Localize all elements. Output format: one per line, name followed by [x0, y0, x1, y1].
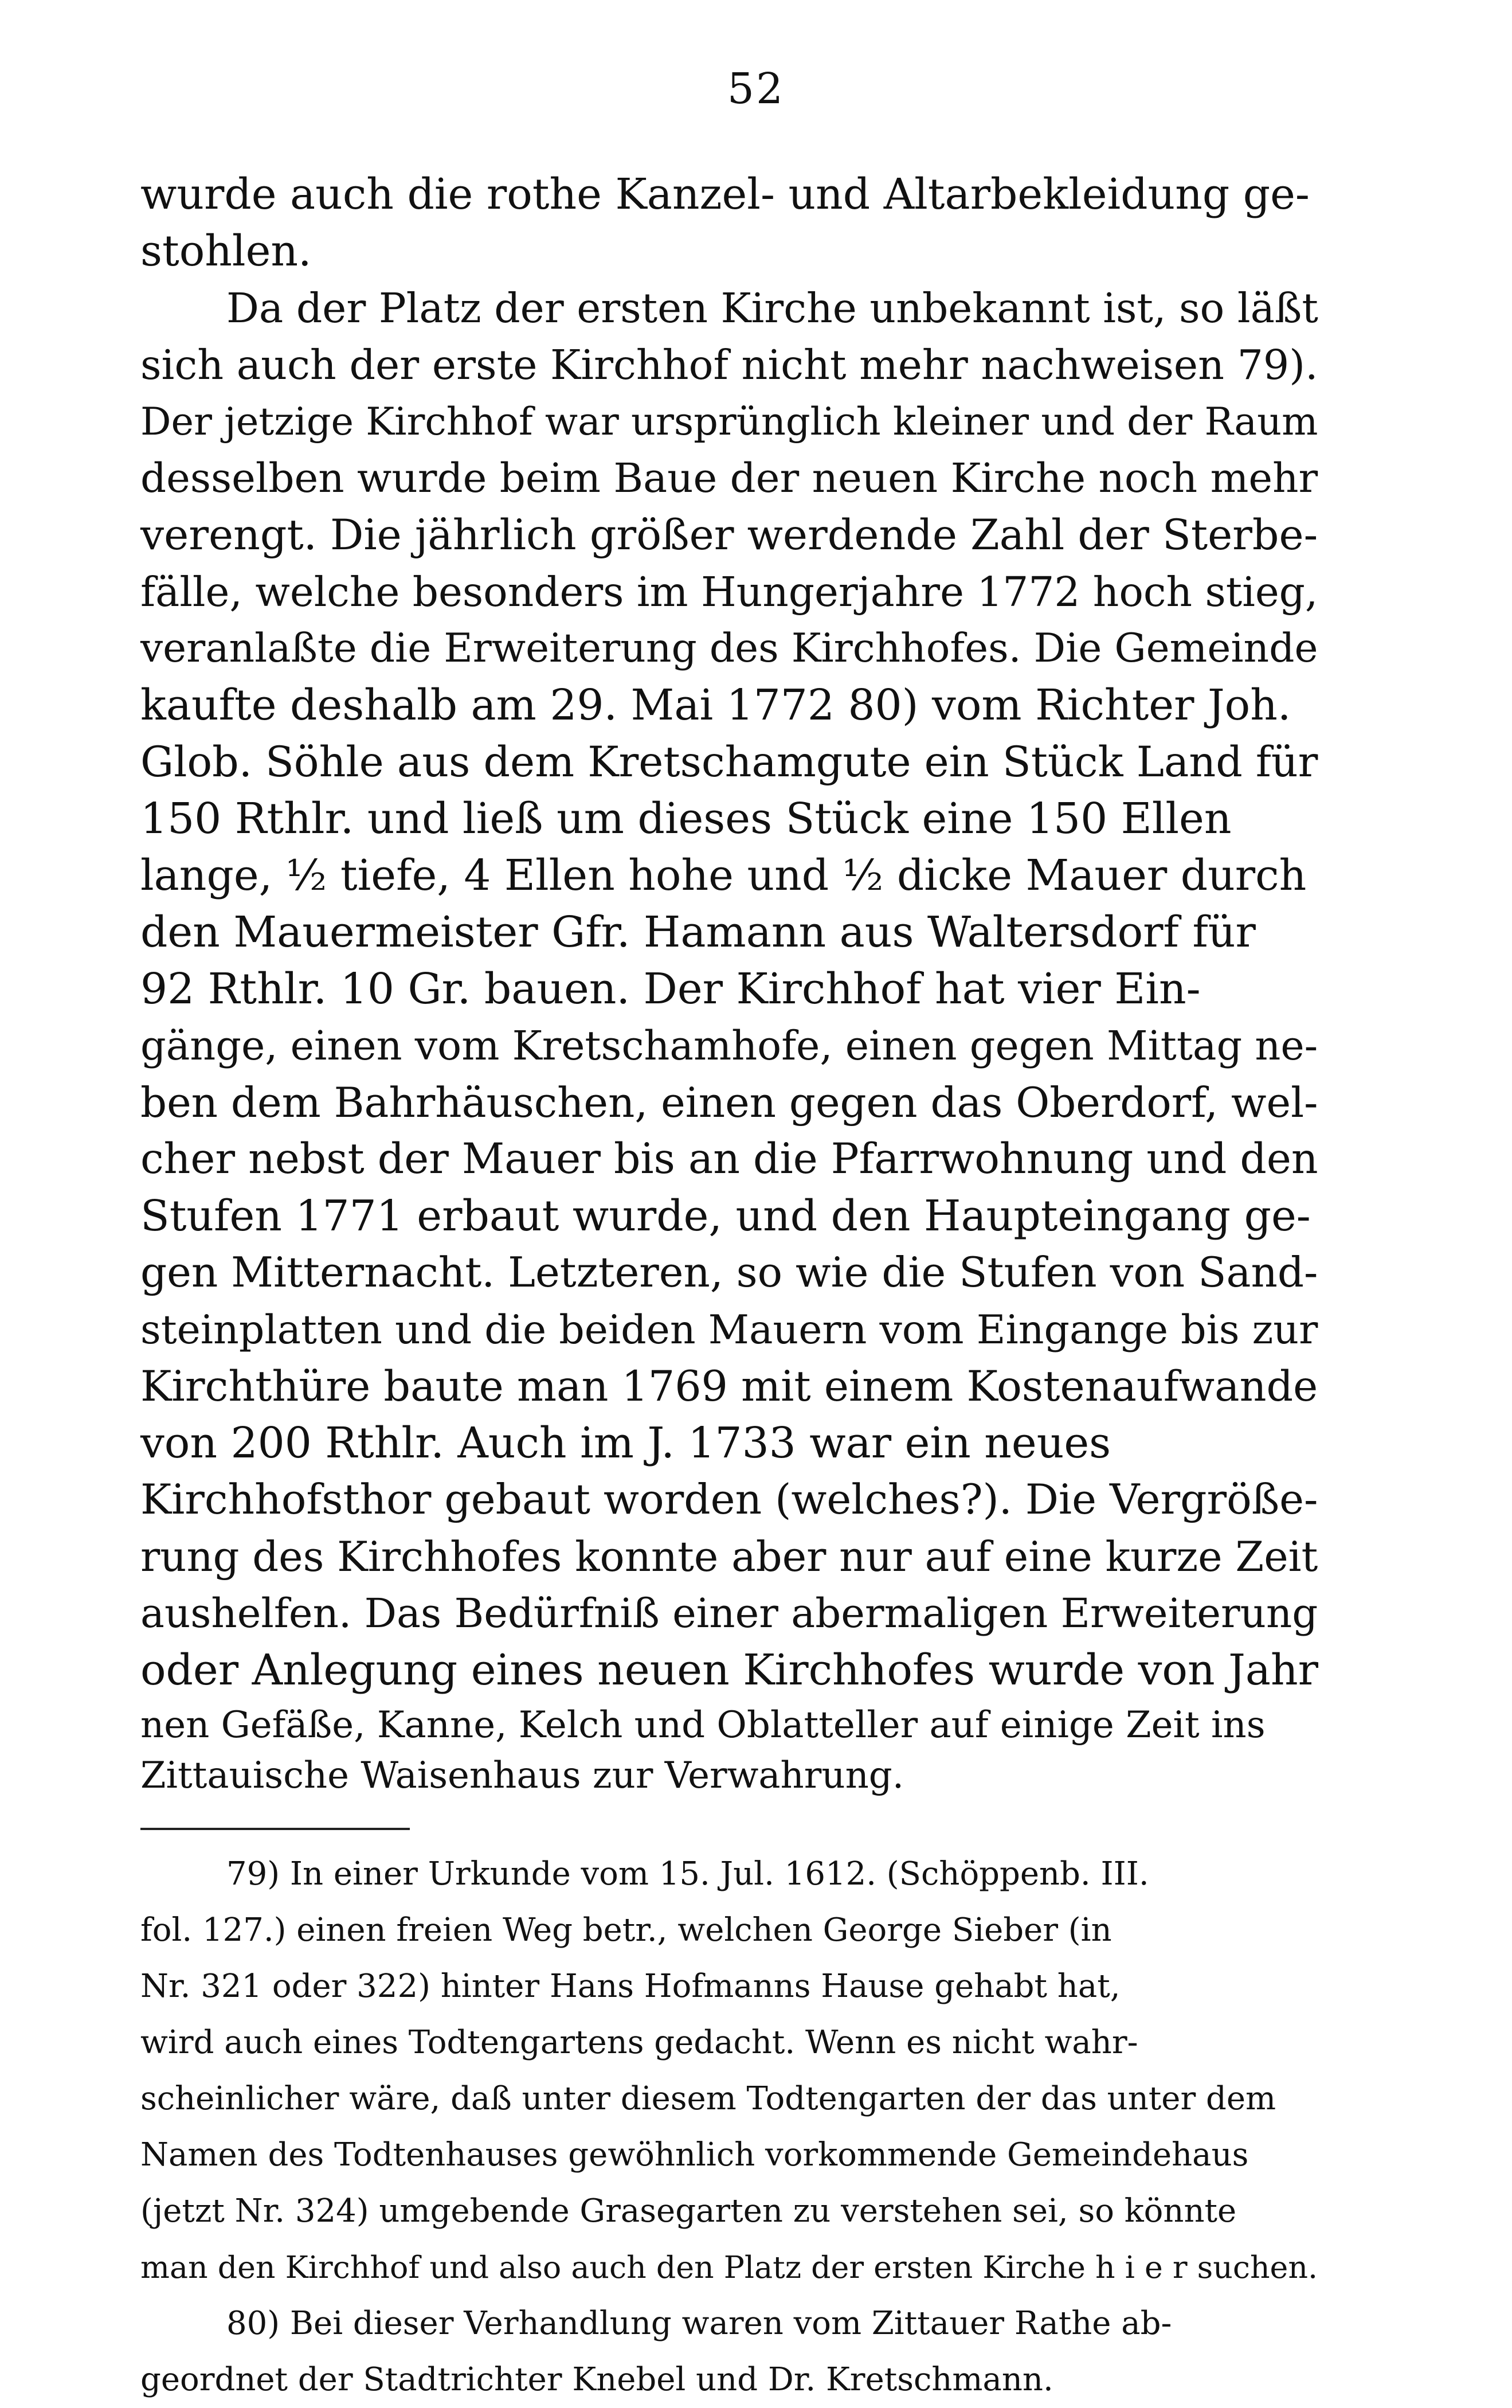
text-line: Glob. Söhle aus dem Kretschamgute ein Stück Land für [140, 738, 1318, 787]
text-line: oder Anlegung eines neuen Kirchhofes wurde von Jahr [140, 1645, 1318, 1695]
footnote-line: wird auch eines Todtengartens gedacht. Wenn es nicht wahr- [140, 2024, 1138, 2061]
footnote-line: nen Gefäße, Kanne, Kelch und Oblatteller auf einige Zeit ins [140, 1704, 1266, 1746]
footnote-line: 79) In einer Urkunde vom 15. Jul. 1612. (Schöppenb. III. [226, 1855, 1149, 1893]
footnote-line: geordnet der Stadtrichter Knebel und Dr. Kretschmann. [140, 2361, 1053, 2398]
footnote-line: Namen des Todtenhauses gewöhnlich vorkommende Gemeindehaus [140, 2136, 1249, 2174]
text-line: steinplatten und die beiden Mauern vom Eingange bis zur [140, 1307, 1318, 1353]
page-number: 52 [727, 64, 785, 114]
text-line: cher nebst der Mauer bis an die Pfarrwohnung und den [140, 1135, 1318, 1183]
text-line: fälle, welche besonders im Hungerjahre 1772 hoch stieg, [140, 568, 1318, 616]
text-line: gen Mitternacht. Letzteren, so wie die Stufen von Sand- [140, 1249, 1318, 1297]
text-line: Der jetzige Kirchhof war ursprünglich kleiner und der Raum [140, 399, 1318, 444]
footnotes [140, 1846, 1324, 2408]
text-line: sich auch der erste Kirchhof nicht mehr nachweisen 79). [140, 341, 1318, 389]
footnote-line: (jetzt Nr. 324) umgebende Grasegarten zu verstehen sei, so könnte [140, 2192, 1237, 2230]
footnote-line: 80) Bei dieser Verhandlung waren vom Zittauer Rathe ab- [226, 2305, 1172, 2342]
text-line: Kirchthüre baute man 1769 mit einem Kostenaufwande [140, 1362, 1318, 1411]
footnote-line: man den Kirchhof und also auch den Platz der ersten Kirche h i e r suchen. [140, 2249, 1318, 2285]
text-line: aushelfen. Das Bedürfniß einer abermaligen Erweiterung [140, 1590, 1318, 1637]
footnote-line: scheinlicher wäre, daß unter diesem Todtengarten der das unter dem [140, 2080, 1276, 2117]
text-line: stohlen. [140, 226, 312, 276]
text-line: Kirchhofsthor gebaut worden (welches?). Die Vergröße- [140, 1476, 1318, 1524]
text-line: wurde auch die rothe Kanzel- und Altarbekleidung ge- [140, 170, 1310, 219]
text-line: Stufen 1771 erbaut wurde, und den Haupteingang ge- [140, 1191, 1311, 1241]
text-line: von 200 Rthlr. Auch im J. 1733 war ein neues [140, 1418, 1111, 1468]
footnote-line: fol. 127.) einen freien Weg betr., welchen George Sieber (in [140, 1911, 1112, 1949]
footnote-continuation [140, 1700, 1324, 1801]
text-line: veranlaßte die Erweiterung des Kirchhofes. Die Gemeinde [140, 626, 1318, 671]
footnote-line: Nr. 321 oder 322) hinter Hans Hofmanns Hause gehabt hat, [140, 1968, 1121, 2005]
text-line: 92 Rthlr. 10 Gr. bauen. Der Kirchhof hat vier Ein- [140, 964, 1201, 1014]
text-line: kaufte deshalb am 29. Mai 1772 80) vom Richter Joh. [140, 681, 1291, 730]
text-line: desselben wurde beim Baue der neuen Kirche noch mehr [140, 455, 1318, 502]
footnote-line: Zittauische Waisenhaus zur Verwahrung. [140, 1754, 904, 1797]
text-line: gänge, einen vom Kretschamhofe, einen gegen Mittag ne- [140, 1023, 1318, 1069]
text-line: verengt. Die jährlich größer werdende Zahl der Sterbe- [140, 511, 1318, 560]
text-line: 150 Rthlr. und ließ um dieses Stück eine 150 Ellen [140, 794, 1232, 843]
text-line: ben dem Bahrhäuschen, einen gegen das Oberdorf, wel- [140, 1078, 1318, 1127]
footnote-divider [140, 1828, 410, 1830]
main-text [140, 166, 1324, 1699]
text-line: Da der Platz der ersten Kirche unbekannt ist, so läßt [226, 284, 1318, 332]
text-line: rung des Kirchhofes konnte aber nur auf eine kurze Zeit [140, 1533, 1318, 1581]
text-line: den Mauermeister Gfr. Hamann aus Waltersdorf für [140, 908, 1256, 957]
text-line: lange, ½ tiefe, 4 Ellen hohe und ½ dicke Mauer durch [140, 851, 1307, 900]
